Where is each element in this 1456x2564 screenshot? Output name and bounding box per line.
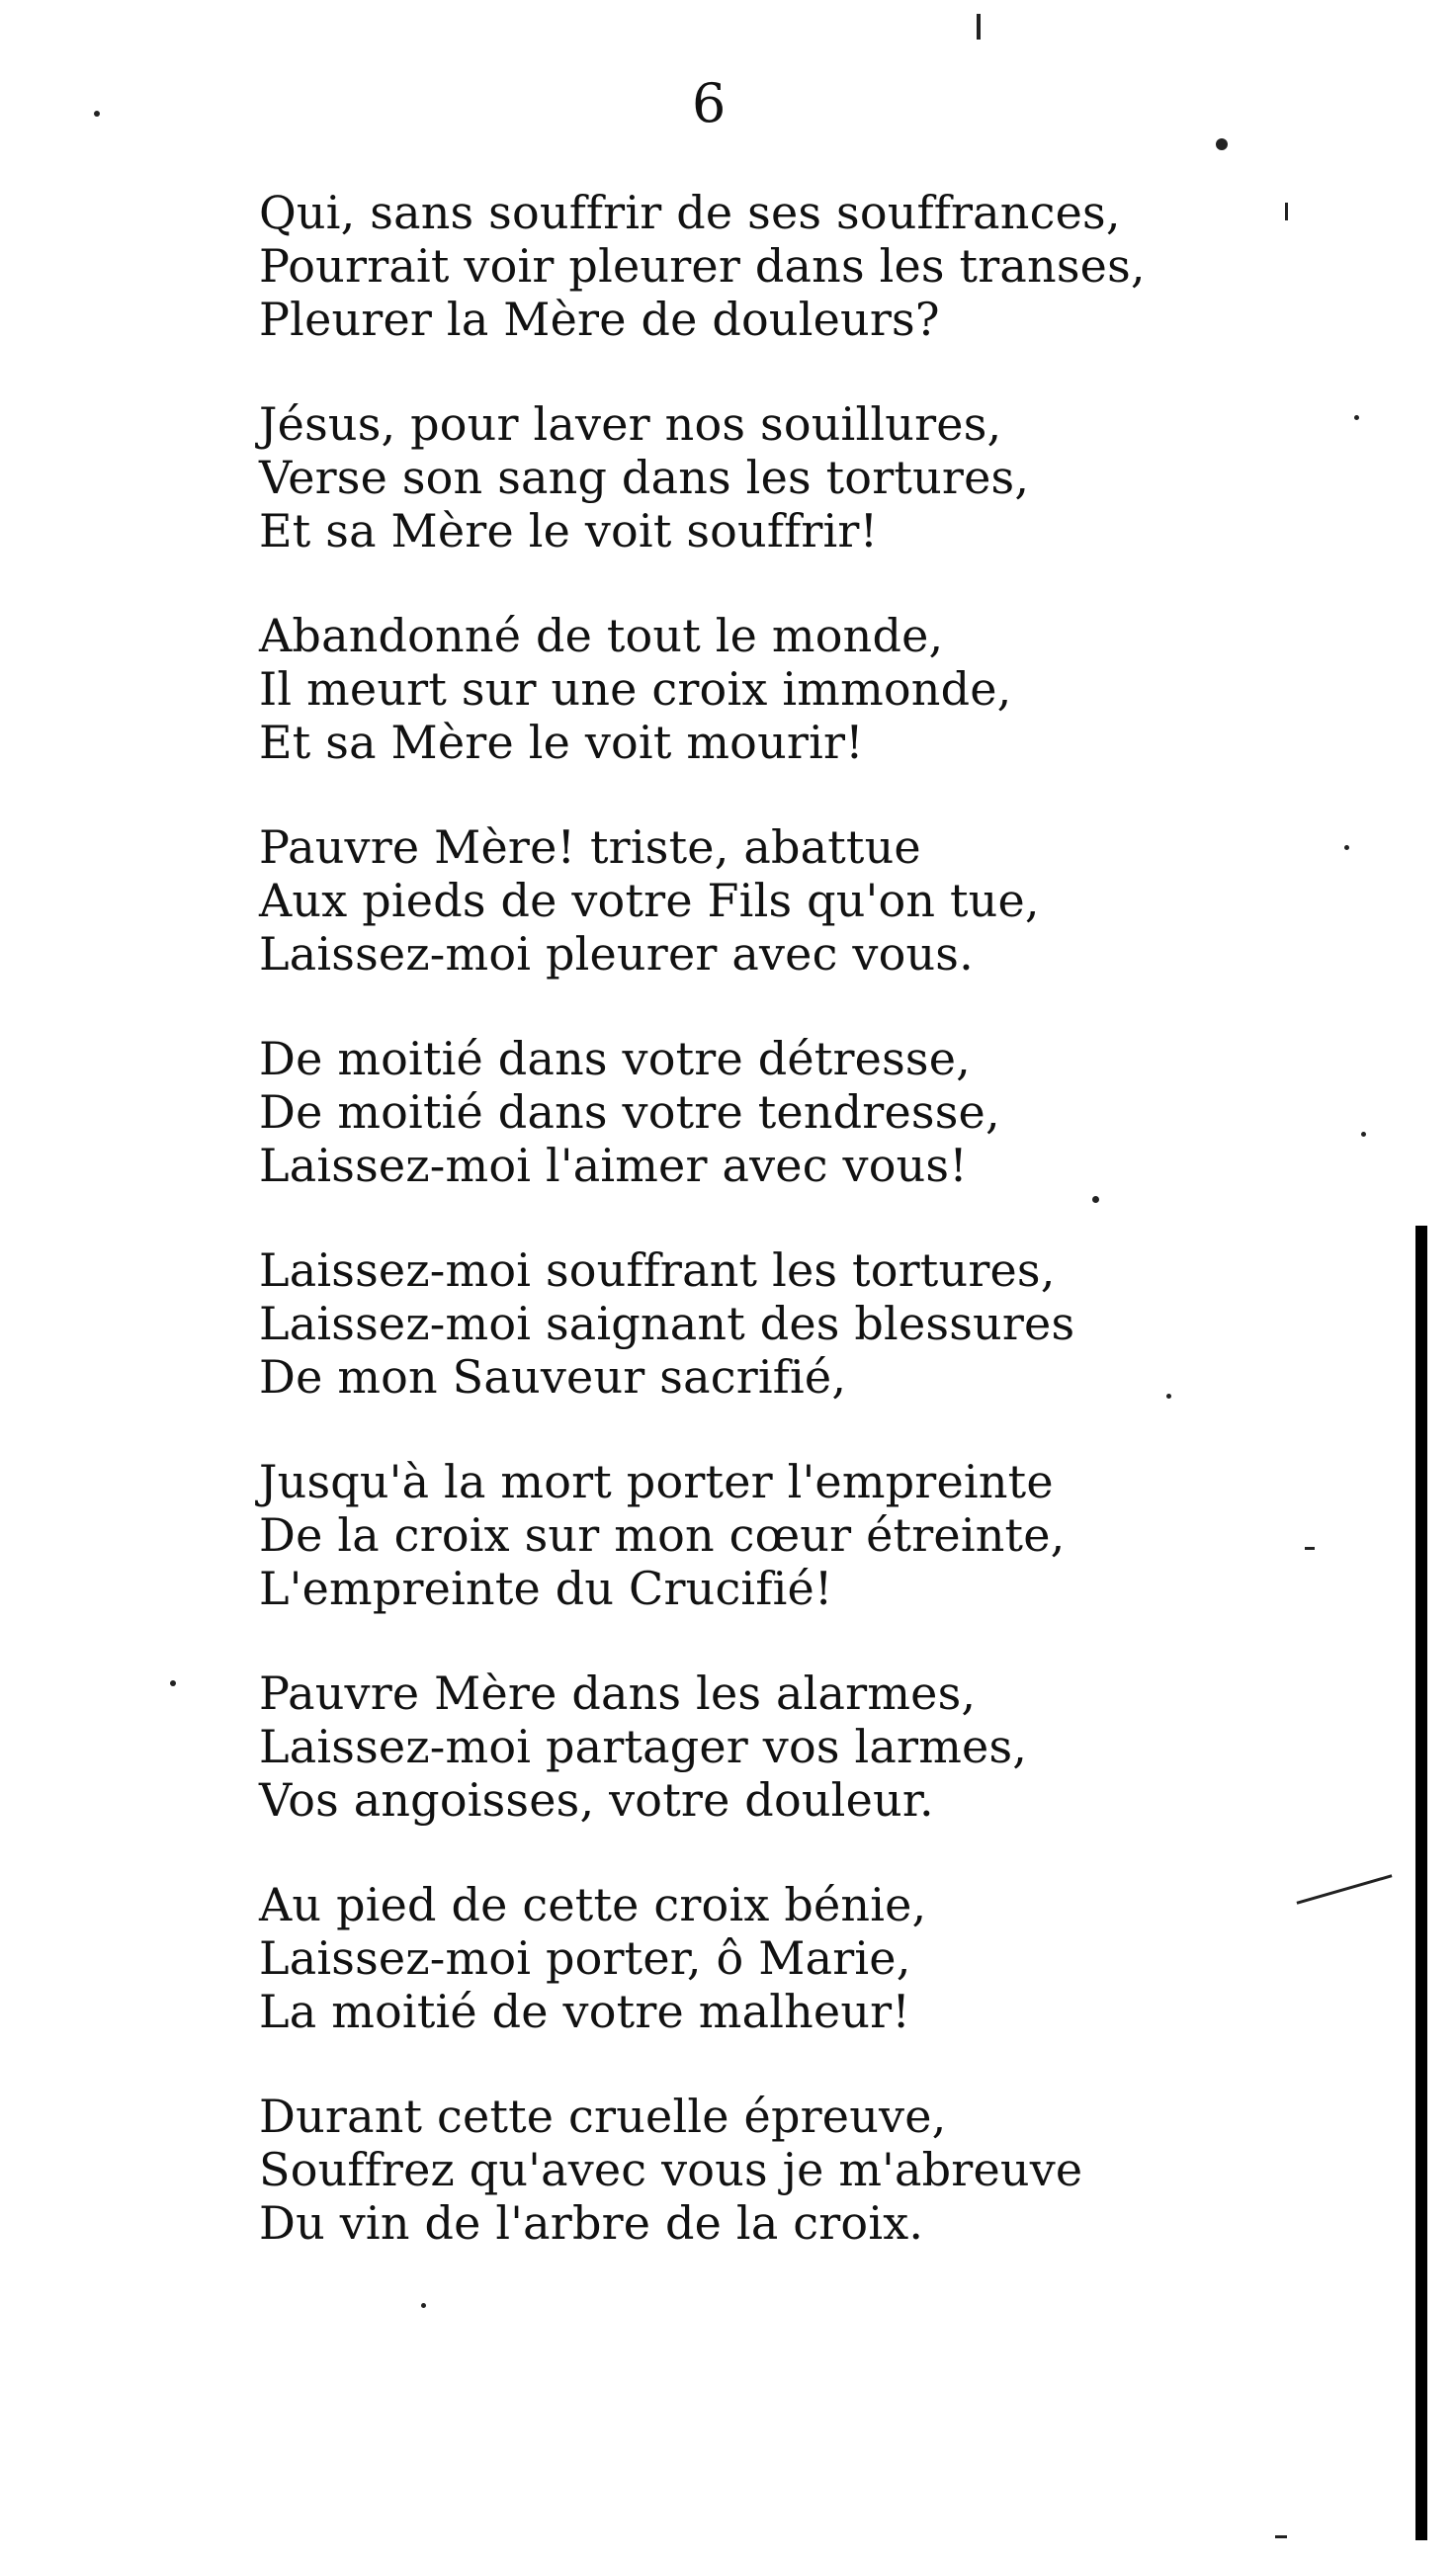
verse-line: Abandonné de tout le monde, — [259, 609, 944, 662]
verse-line: Et sa Mère le voit souffrir! — [259, 504, 879, 557]
scan-speck — [170, 1680, 176, 1686]
verse-line: Souffrez qu'avec vous je m'abreuve — [259, 2143, 1083, 2196]
scan-tick — [1275, 2535, 1287, 2538]
scan-speck — [1354, 415, 1359, 420]
stanza-6 — [259, 1243, 1287, 1404]
poem — [259, 186, 1287, 2301]
verse-line: De la croix sur mon cœur étreinte, — [259, 1508, 1066, 1562]
verse-line: De mon Sauveur sacrifié, — [259, 1350, 847, 1404]
scan-speck — [94, 111, 100, 117]
margin-rule — [1415, 1226, 1427, 2540]
verse-line: Et sa Mère le voit mourir! — [259, 716, 864, 769]
verse-line: Il meurt sur une croix immonde, — [259, 662, 1012, 716]
page-number: 6 — [692, 72, 727, 134]
verse-line: Laissez-moi l'aimer avec vous! — [259, 1139, 968, 1192]
stanza-2 — [259, 397, 1287, 557]
scan-speck — [1344, 845, 1349, 850]
verse-line: Verse son sang dans les tortures, — [259, 451, 1030, 504]
stanza-7 — [259, 1455, 1287, 1615]
stanza-8 — [259, 1667, 1287, 1827]
verse-line: Jusqu'à la mort porter l'empreinte — [259, 1455, 1054, 1508]
scan-tick — [1285, 203, 1288, 220]
verse-line: De moitié dans votre tendresse, — [259, 1085, 1000, 1139]
stanza-10 — [259, 2090, 1287, 2250]
verse-line: Laissez-moi partager vos larmes, — [259, 1720, 1028, 1773]
scan-speck — [421, 2303, 426, 2308]
verse-line: La moitié de votre malheur! — [259, 1985, 911, 2038]
scan-tick — [1305, 1547, 1315, 1550]
verse-line: L'empreinte du Crucifié! — [259, 1562, 833, 1615]
verse-line: Durant cette cruelle épreuve, — [259, 2090, 947, 2143]
verse-line: Pleurer la Mère de douleurs? — [259, 293, 940, 346]
scan-speck — [1092, 1196, 1099, 1203]
stanza-9 — [259, 1878, 1287, 2038]
scan-speck — [1361, 1132, 1366, 1137]
verse-line: Qui, sans souffrir de ses souffrances, — [259, 186, 1121, 239]
verse-line: Aux pieds de votre Fils qu'on tue, — [259, 874, 1040, 927]
stanza-4 — [259, 820, 1287, 981]
verse-line: Laissez-moi porter, ô Marie, — [259, 1931, 911, 1985]
scan-speck — [1166, 1394, 1171, 1399]
stanza-1 — [259, 186, 1287, 346]
verse-line: Pauvre Mère! triste, abattue — [259, 820, 921, 874]
verse-line: Laissez-moi souffrant les tortures, — [259, 1243, 1056, 1297]
stanza-3 — [259, 609, 1287, 769]
verse-line: Pauvre Mère dans les alarmes, — [259, 1667, 977, 1720]
scan-speck — [1216, 138, 1228, 150]
verse-line: De moitié dans votre détresse, — [259, 1032, 971, 1085]
scan-tick — [1297, 1874, 1393, 1904]
scan-tick — [977, 14, 981, 40]
verse-line: Du vin de l'arbre de la croix. — [259, 2196, 924, 2250]
verse-line: Au pied de cette croix bénie, — [259, 1878, 927, 1931]
verse-line: Vos angoisses, votre douleur. — [259, 1773, 934, 1827]
verse-line: Pourrait voir pleurer dans les transes, — [259, 239, 1146, 293]
verse-line: Jésus, pour laver nos souillures, — [259, 397, 1002, 451]
verse-line: Laissez-moi pleurer avec vous. — [259, 927, 974, 981]
stanza-5 — [259, 1032, 1287, 1192]
verse-line: Laissez-moi saignant des blessures — [259, 1297, 1075, 1350]
